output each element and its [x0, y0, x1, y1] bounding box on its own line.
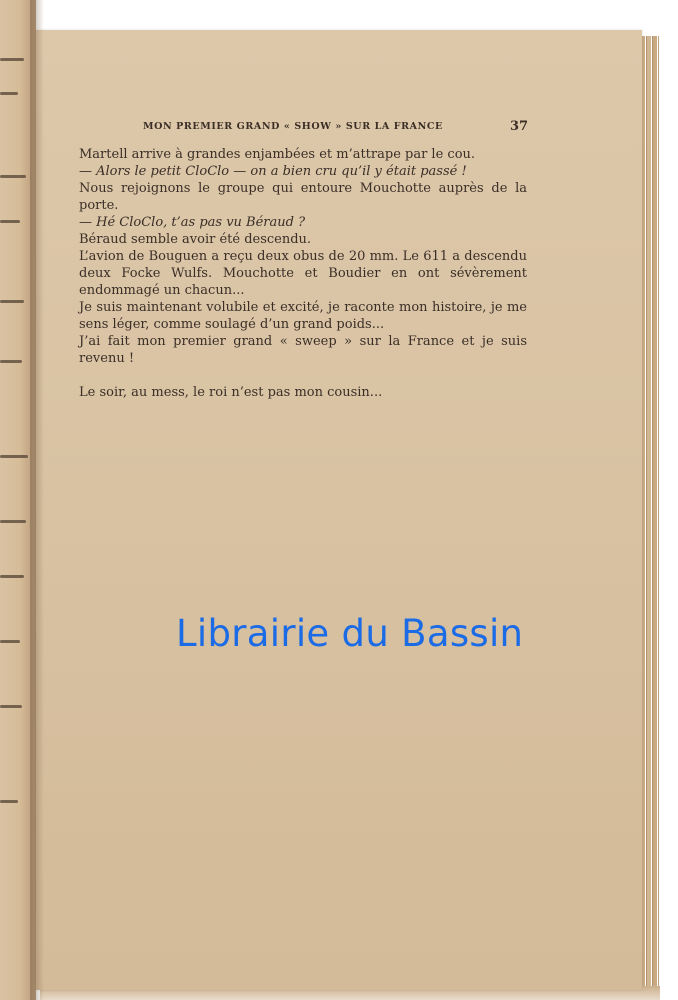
- prev-page-text-fragment: [0, 575, 24, 578]
- dialogue-line: — Hé CloClo, t’as pas vu Béraud ?: [79, 215, 306, 230]
- prev-page-text-fragment: [0, 800, 18, 803]
- prev-page-text-fragment: [0, 455, 28, 458]
- prev-page-text-fragment: [0, 705, 22, 708]
- paragraph: Béraud semble avoir été descendu.: [79, 232, 312, 247]
- running-head: MON PREMIER GRAND « SHOW » SUR LA FRANCE: [143, 121, 443, 132]
- prev-page-text-fragment: [0, 640, 20, 643]
- prev-page-text-fragment: [0, 220, 20, 223]
- prev-page-text-fragment: [0, 175, 26, 178]
- body-text: [79, 146, 527, 401]
- prev-page-text-fragment: [0, 360, 22, 363]
- prev-page-text-fragment: [0, 520, 26, 523]
- page-stack-edge: [658, 36, 678, 994]
- prev-page-text-fragment: [0, 58, 24, 61]
- prev-page-text-fragment: [0, 300, 24, 303]
- paragraph: Martell arrive à grandes enjambées et m’attrape par le cou.: [79, 147, 476, 162]
- paragraph: L’avion de Bouguen a reçu deux obus de 20 mm. Le 611 a descendu deux Focke Wulfs. Mouchotte et Boudier en ont sévèrement endommagé un chacun...: [79, 249, 527, 298]
- paragraph: Nous rejoignons le groupe qui entoure Mouchotte auprès de la porte.: [79, 181, 527, 213]
- page-stack-edge: [646, 36, 651, 994]
- page-stack-edge: [652, 36, 657, 994]
- prev-page-text-fragment: [0, 92, 18, 95]
- watermark: Librairie du Bassin: [176, 612, 524, 655]
- paragraph: Je suis maintenant volubile et excité, je raconte mon histoire, je me sens léger, comme soulagé d’un grand poids...: [79, 300, 527, 332]
- dialogue-line: — Alors le petit CloClo — on a bien cru qu’il y était passé !: [79, 164, 467, 179]
- gutter-shadow: [30, 0, 44, 1000]
- closing-paragraph: Le soir, au mess, le roi n’est pas mon cousin...: [79, 385, 383, 400]
- paragraph: J’ai fait mon premier grand « sweep » sur la France et je suis revenu !: [79, 334, 527, 366]
- paragraph-spacer: [79, 367, 527, 384]
- page-number: 37: [510, 119, 529, 134]
